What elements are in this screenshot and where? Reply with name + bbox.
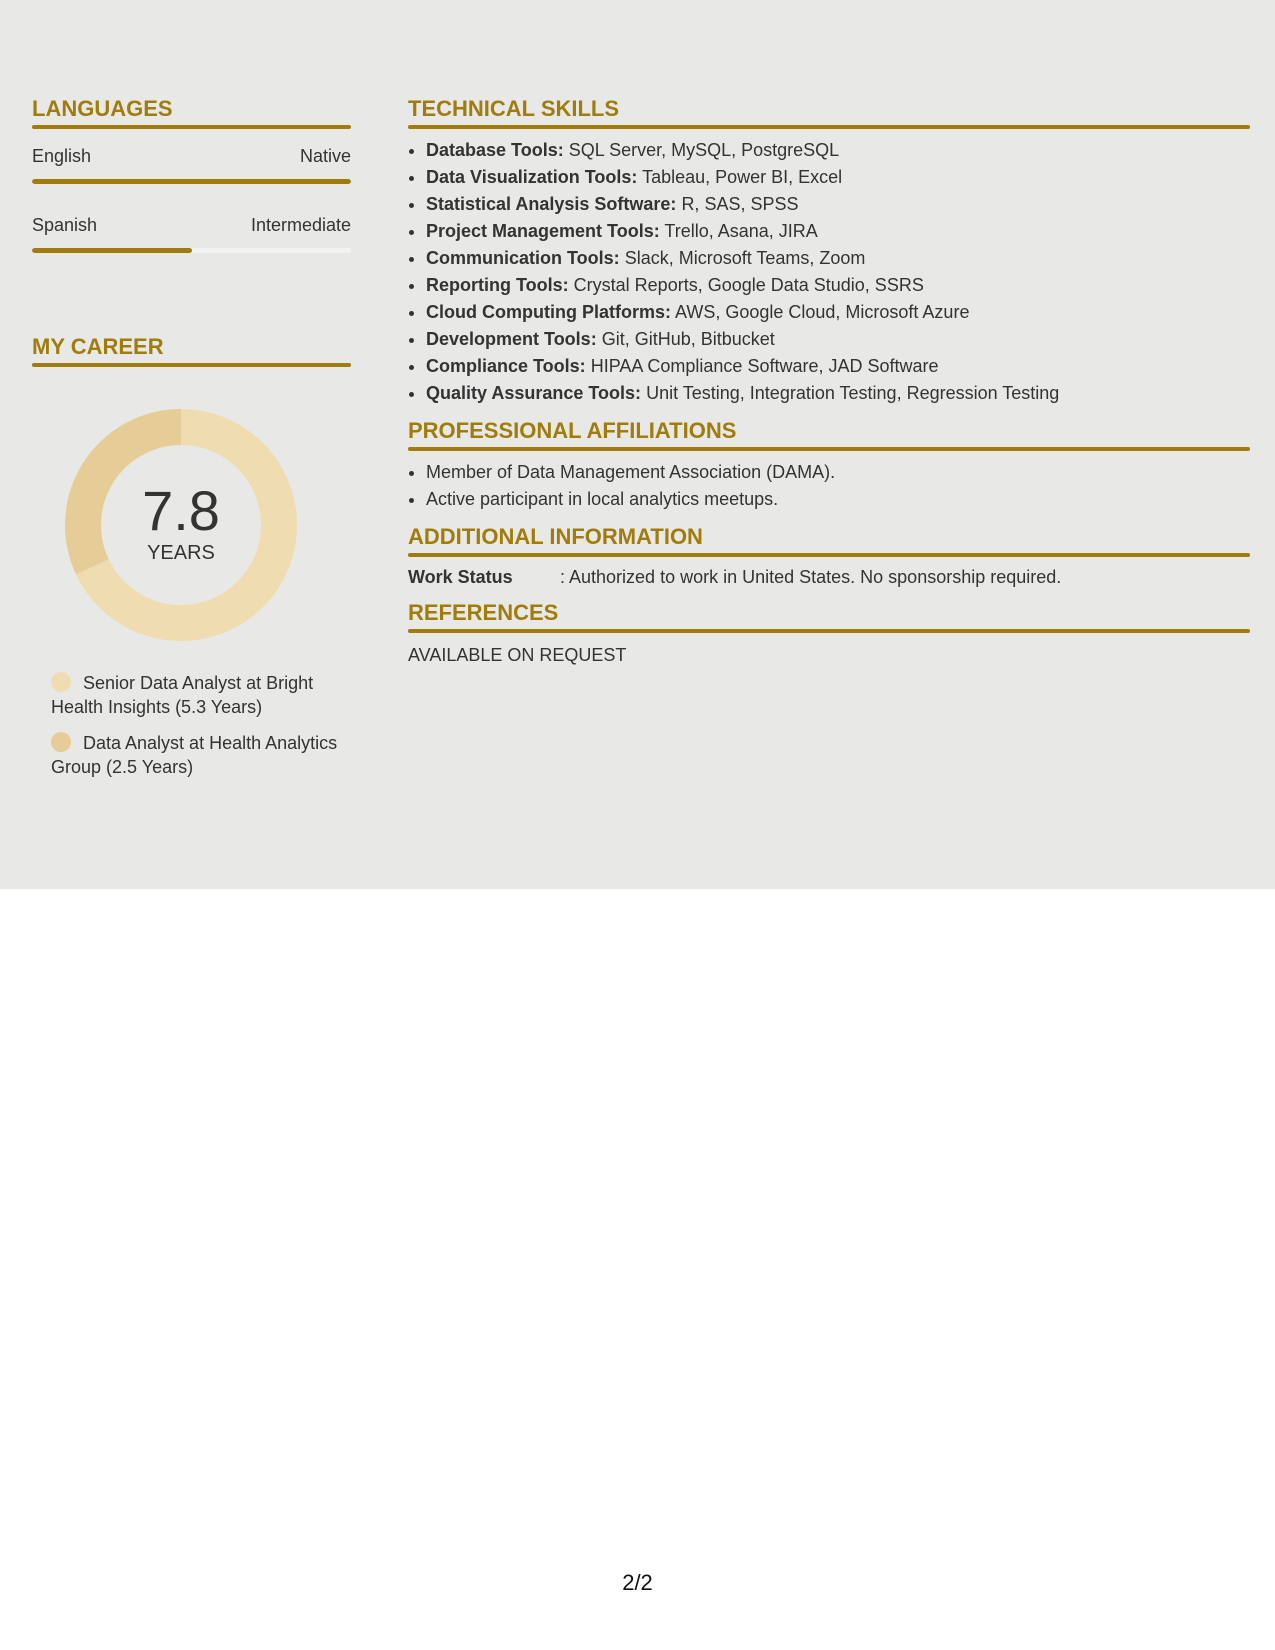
career-total-unit: YEARS — [147, 542, 215, 564]
work-status-value: : Authorized to work in United States. No sponsorship required. — [560, 567, 1062, 587]
language-level: Intermediate — [250, 215, 351, 235]
legend-item — [51, 731, 341, 779]
references-title: REFERENCES — [408, 600, 559, 625]
section-rule — [32, 363, 351, 367]
skill-value: HIPAA Compliance Software, JAD Software — [590, 356, 939, 376]
skill-name: Quality Assurance Tools: — [426, 383, 642, 403]
list-item: • Member of Data Management Association (DAMA). — [426, 459, 1250, 486]
section-rule — [408, 447, 1250, 451]
legend-dot-icon — [51, 672, 71, 692]
list-item — [426, 137, 1250, 164]
career-donut-chart — [65, 409, 297, 641]
skill-name: Statistical Analysis Software: — [426, 194, 677, 214]
page-number: 2/2 — [622, 1570, 653, 1595]
skill-value: Git, GitHub, Bitbucket — [601, 329, 775, 349]
list-item — [426, 245, 1250, 272]
legend-dot-icon — [51, 732, 71, 752]
skill-name: Data Visualization Tools: — [426, 167, 638, 187]
skill-value: Unit Testing, Integration Testing, Regression Testing — [646, 383, 1060, 403]
list-item — [426, 380, 1250, 407]
list-item — [426, 191, 1250, 218]
skill-name: Database Tools: — [426, 140, 564, 160]
language-proficiency-fill — [32, 179, 351, 184]
language-proficiency-bar — [32, 248, 351, 253]
career-total-value: 7.8 — [142, 479, 220, 542]
additional-info-title: ADDITIONAL INFORMATION — [408, 524, 703, 549]
legend-label: Data Analyst at Health Analytics Group (2.5 Years) — [51, 733, 338, 777]
skill-value: SQL Server, MySQL, PostgreSQL — [568, 140, 840, 160]
language-proficiency-fill — [32, 248, 192, 253]
list-item — [426, 164, 1250, 191]
right-column — [408, 95, 1250, 677]
skill-name: Development Tools: — [426, 329, 597, 349]
skill-value: Crystal Reports, Google Data Studio, SSRS — [573, 275, 924, 295]
skill-name: Project Management Tools: — [426, 221, 660, 241]
additional-info-section — [408, 523, 1250, 589]
affiliations-title: PROFESSIONAL AFFILIATIONS — [408, 418, 737, 443]
skill-value: Tableau, Power BI, Excel — [642, 167, 843, 187]
language-english — [32, 145, 351, 184]
language-level: Native — [299, 146, 351, 166]
skill-value: AWS, Google Cloud, Microsoft Azure — [675, 302, 970, 322]
skill-value: Slack, Microsoft Teams, Zoom — [624, 248, 866, 268]
legend-item — [51, 671, 341, 719]
work-status-row — [408, 565, 1250, 589]
skills-list — [408, 137, 1250, 407]
section-rule — [408, 629, 1250, 633]
skill-value: R, SAS, SPSS — [681, 194, 799, 214]
section-rule — [408, 553, 1250, 557]
skill-value: Trello, Asana, JIRA — [664, 221, 818, 241]
list-item — [426, 299, 1250, 326]
references-text: AVAILABLE ON REQUEST — [408, 645, 627, 665]
list-item — [426, 353, 1250, 380]
legend-label: Senior Data Analyst at Bright Health Insights (5.3 Years) — [51, 673, 314, 717]
language-spanish — [32, 214, 351, 253]
work-status-label: Work Status — [408, 567, 513, 587]
technical-skills-section — [408, 95, 1250, 407]
list-item — [426, 326, 1250, 353]
language-name: English — [32, 146, 92, 166]
affiliations-section — [408, 417, 1250, 513]
career-legend — [51, 671, 341, 779]
list-item — [426, 218, 1250, 245]
section-rule — [32, 125, 351, 129]
skill-name: Compliance Tools: — [426, 356, 586, 376]
donut-center — [65, 481, 297, 565]
list-item — [426, 272, 1250, 299]
technical-skills-title: TECHNICAL SKILLS — [408, 96, 620, 121]
language-proficiency-bar — [32, 179, 351, 184]
skill-name: Communication Tools: — [426, 248, 620, 268]
affiliations-list — [408, 459, 1250, 513]
career-title: MY CAREER — [32, 334, 164, 359]
list-item: • Active participant in local analytics meetups. — [426, 486, 1250, 513]
skill-name: Cloud Computing Platforms: — [426, 302, 671, 322]
references-section — [408, 599, 1250, 667]
languages-title: LANGUAGES — [32, 96, 173, 121]
left-column — [32, 95, 351, 791]
skill-name: Reporting Tools: — [426, 275, 569, 295]
language-name: Spanish — [32, 215, 98, 235]
section-rule — [408, 125, 1250, 129]
